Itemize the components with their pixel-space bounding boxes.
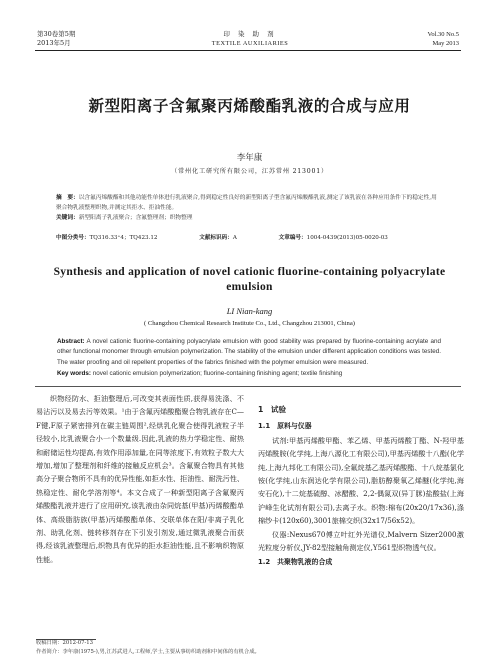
subsection-heading-synthesis: 1.2 共聚物乳液的合成 — [258, 558, 333, 567]
keywords-en-text: novel cationic emulsion polymerization; fluorine-containing finishing agent; textile finishing — [90, 370, 343, 378]
abstract-cn-text: 以含氟丙烯酸酯和其他功能性单体进行乳液聚合,得到稳定性良好的新型阳离子型含氟丙烯酸酯乳液,测定了该乳液在各种应用条件下的稳定性,用聚合物乳液整理织物,并测定其拒水、拒油性能。 — [56, 195, 437, 211]
abstract-divider — [35, 386, 461, 387]
abstract-en — [57, 337, 441, 380]
journal-name-en: TEXTILE AUXILIARIES — [211, 40, 289, 47]
header-volume-en: Vol.30 No.5 — [427, 31, 459, 38]
header-date: 2013年5月 — [37, 39, 71, 47]
paragraph-reagents: 试剂:甲基丙烯酸甲酯、苯乙烯、甲基丙烯酸丁酯、N-羟甲基丙烯酰胺(化学纯,上海八源化工有限公司),甲基丙烯酸十八酯(化学纯,上海九邦化工有限公司),全氟烷基乙基丙烯酸酯、十八烷基氯化铵(化学纯,山东润达化学有限公司),脂肪醇聚氧乙烯醚(化学纯,海安石化),十二烷基硫醇、冰醋酸、2,2-偶氮双(异丁脒)盐酸盐(上海沪峰生化试剂有限公司),去离子水。织物:棉布(20x20/17x36),涤棉纱卡(120x60),3001旅棉交织(32x17/56x52)。 — [258, 435, 464, 526]
subsection-heading-materials: 1.1 原料与仪器 — [258, 422, 312, 431]
abstract-en-text: A novel cationic fluorine-containing polyacrylate emulsion with good stability was prepared by fluorine-containing acrylate and other functional monomer through emulsion polymerization. The stability of the emulsion under different application conditions was tested. The water proofing and oil repellent properties of the fabrics finished with the polymer emulsion were measured. — [57, 338, 441, 366]
author-en: LI Nian-kang — [226, 306, 273, 316]
abstract-cn — [56, 193, 437, 223]
header-volume-info-en — [428, 30, 459, 48]
header-volume-info — [37, 30, 75, 48]
abstract-en-label: Abstract: — [57, 338, 85, 345]
keywords-cn-text: 新型阳离子乳液聚合；含氟整理剂；织物整理 — [78, 215, 193, 221]
affiliation-cn: （常州化工研究所有限公司，江苏常州 213001） — [171, 168, 328, 175]
keywords-cn-block — [56, 213, 437, 223]
keywords-en-label: Key words: — [57, 370, 91, 378]
keywords-en-block — [57, 369, 441, 379]
paper-title-cn: 新型阳离子含氟聚丙烯酸酯乳液的合成与应用 — [88, 97, 411, 115]
classification-line — [56, 233, 437, 241]
header-volume: 第30卷第5期 — [37, 30, 76, 38]
header-date-en: May 2013 — [432, 40, 459, 47]
section-heading-experiment: 1 试验 — [258, 405, 287, 414]
affiliation-en: ( Changzhou Chemical Research Institute Co., Ltd., Changzhou 213001, China) — [144, 320, 355, 327]
header-journal — [180, 30, 320, 48]
body-column-right — [258, 392, 464, 570]
clc-number: 中图分类号：TQ316.33⁺4；TQ423.12 — [56, 235, 158, 241]
abstract-cn-block — [56, 193, 437, 213]
paper-title-en: Synthesis and application of novel cationic fluorine-containing polyacrylate emulsion — [53, 266, 446, 293]
journal-name-cn: 印 染 助 剂 — [223, 30, 277, 38]
abstract-cn-label: 摘 要： — [56, 195, 79, 201]
header-divider — [35, 50, 461, 51]
keywords-cn-label: 关键词： — [56, 215, 79, 221]
document-code: 文献标识码：A — [199, 235, 237, 241]
body-column-left: 织物经防水、拒油整理后,可改变其表面性质,获得易洗涤、不易沾污以及易去污等效果。¹由于含氟丙烯酸酯聚合物乳液存在C—F键,F原子紧密排列在碳主链周围²,经烘乳化聚合使得乳液粒子半径较小,比乳液聚合小一个数量级.因此,乳液的热力学稳定性、耐热和耐储运性均提高,有效作用添加量,在同等浓度下,有效粒子数大大增加,增加了整理剂和纤维的接触反应机会³。含氟聚合物具有其他高分子聚合物所不具有的优异性能,如拒水性、拒油性、耐洗污性、热稳定性、耐化学溶剂等⁴。本文合成了一种新型阳离子含氟聚丙烯酸酯乳液并进行了应用研究,该乳液由杂同烷基(甲基)丙烯酸酯单体、高级脂肪族(甲基)丙烯酸酯单体、交联单体在阳/非离子乳化剂、助乳化剂、链转移剂存在下引发引剂发,通过微乳液聚合而获得,经该乳液整理后,织物具有优异的拒水拒油性能,且不影响织物原性能。 — [36, 394, 244, 564]
footnote-received: 收稿日期：2012-07-13 — [36, 640, 94, 646]
footnote-author: 作者简介：李年康(1975-),男,江苏武进人,工程师,学士,主要从事纺织助剂和中间体的有机合成。 — [36, 649, 260, 655]
abstract-en-block — [57, 337, 441, 368]
paragraph-instruments: 仪器:Nexus670傅立叶红外光谱仪,Malvern Sizer2000激光粒度分析仪,JY-82型接触角测定仪,Y561型织物透气仪。 — [258, 529, 464, 553]
article-number: 文章编号：1004-0439(2013)05-0020-03 — [278, 235, 388, 241]
author-cn: 李年康 — [236, 153, 263, 163]
